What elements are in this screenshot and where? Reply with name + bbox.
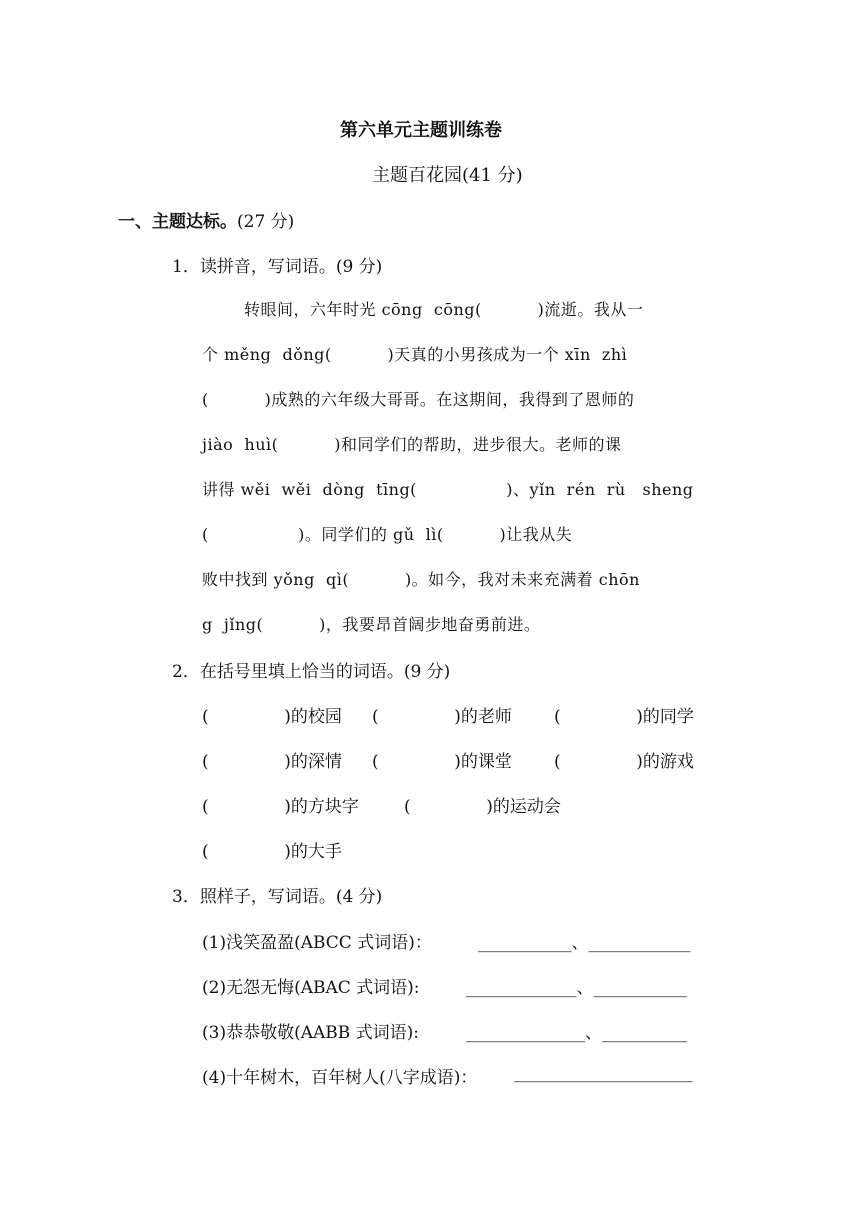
q2-blank-9: ( )的大手 — [202, 842, 342, 862]
question-2-heading: 2．在括号里填上恰当的词语。(9 分) — [172, 662, 451, 682]
q1-line-4: jiào huì( )和同学们的帮助，进步很大。老师的课 — [202, 435, 622, 454]
section-1-heading — [118, 207, 294, 232]
q2-blank-2: ( )的老师 — [372, 707, 512, 727]
question-1-heading: 1．读拼音，写词语。(9 分) — [172, 257, 383, 277]
q3-item-1-answer-lines: ___________、____________ — [478, 933, 691, 953]
q1-line-7: 败中找到 yǒng qì( )。如今，我对未来充满着 chōn — [202, 570, 640, 589]
q3-item-3-answer-lines: ______________、__________ — [466, 1023, 687, 1043]
q3-item-4-prompt: (4)十年树木，百年树人(八字成语)： — [202, 1068, 478, 1088]
q2-blank-8: ( )的运动会 — [404, 797, 561, 817]
q2-blank-5: ( )的课堂 — [372, 752, 512, 772]
q1-line-5: 讲得 wěi wěi dòng tīng( )、yǐn rén rù sheng — [202, 480, 694, 499]
q1-line-1: 转眼间，六年时光 cōng cōng( )流逝。我从一 — [244, 300, 644, 319]
q3-item-2-prompt: (2)无怨无悔(ABAC 式词语): — [202, 978, 420, 998]
q1-line-6: ( )。同学们的 gǔ lì( )让我从失 — [202, 525, 573, 544]
q3-item-2-answer-lines: _____________、___________ — [466, 978, 687, 998]
section-1-label: 一、主题达标。 — [118, 212, 237, 232]
q2-blank-6: ( )的游戏 — [554, 752, 694, 772]
q2-blank-1: ( )的校园 — [202, 707, 342, 727]
q3-item-4-answer-lines: _____________________ — [514, 1063, 693, 1083]
q1-line-3: ( )成熟的六年级大哥哥。在这期间，我得到了恩师的 — [202, 390, 635, 409]
q2-blank-7: ( )的方块字 — [202, 797, 359, 817]
q1-line-8: g jǐng( )，我要昂首阔步地奋勇前进。 — [202, 615, 541, 634]
q2-blank-3: ( )的同学 — [554, 707, 694, 727]
q1-line-2: 个 měng dǒng( )天真的小男孩成为一个 xīn zhì — [202, 345, 628, 364]
q2-blank-4: ( )的深情 — [202, 752, 342, 772]
section-1-score: (27 分) — [237, 212, 295, 232]
question-3-heading: 3．照样子，写词语。(4 分) — [172, 887, 383, 907]
q3-item-1-prompt: (1)浅笑盈盈(ABCC 式词语)： — [202, 933, 432, 953]
q3-item-3-prompt: (3)恭恭敬敬(AABB 式词语): — [202, 1023, 420, 1043]
section-subtitle: 主题百花园(41 分) — [372, 165, 523, 186]
page-title: 第六单元主题训练卷 — [340, 120, 502, 141]
